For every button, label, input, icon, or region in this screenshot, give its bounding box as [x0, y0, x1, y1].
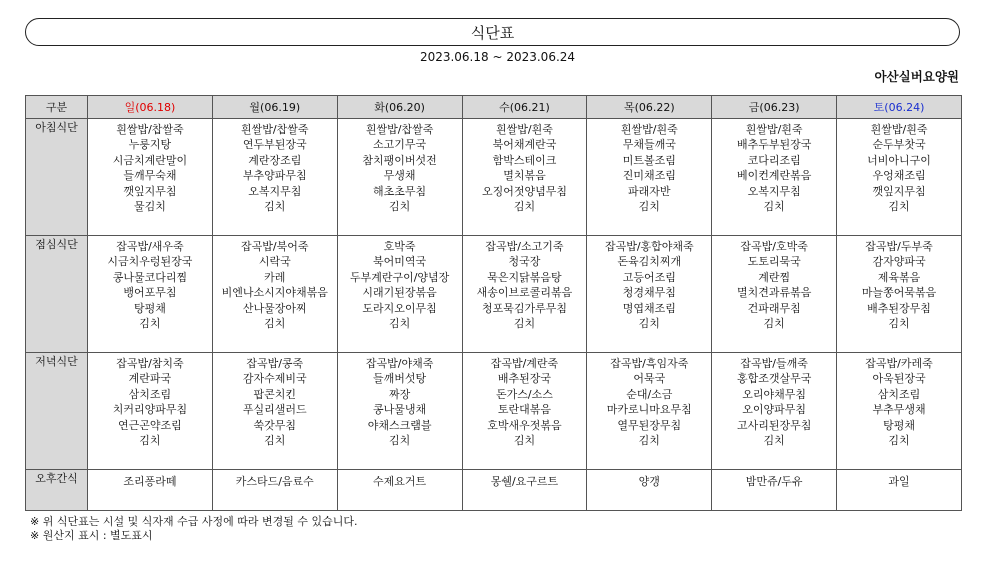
menu-item: 호박새우젓볶음 [487, 418, 562, 432]
menu-item: 잡곡밥/계란죽 [490, 357, 559, 370]
menu-item: 미트볼조림 [622, 153, 676, 167]
snack-cell [462, 470, 587, 511]
meal-label-dinner: 저녁식단 [26, 353, 88, 470]
menu-cell [837, 119, 962, 236]
menu-item: 카레 [264, 270, 286, 284]
day-header-thursday: 목(06.22) [587, 96, 712, 119]
menu-item: 김치 [763, 317, 785, 331]
day-header-saturday: 토(06.24) [837, 96, 962, 119]
day-header-friday: 금(06.23) [712, 96, 837, 119]
date-range: 2023.06.18 ~ 2023.06.24 [419, 50, 576, 64]
menu-item: 김치 [513, 317, 536, 331]
menu-item: 김치 [888, 434, 910, 448]
menu-item: 감자수제비국 [242, 372, 307, 386]
menu-item: 잡곡밥/참치죽 [116, 357, 184, 370]
menu-item: 고등어조림 [622, 270, 676, 284]
snack-label: 오후간식 [26, 470, 88, 511]
menu-item: 김치 [139, 434, 161, 448]
menu-item: 마카로니마요무침 [606, 403, 692, 417]
menu-item: 호박죽 [383, 240, 416, 253]
menu-item: 새송이브로콜리볶음 [476, 286, 573, 300]
snack-cell [587, 470, 712, 511]
menu-item: 참치팽이버섯전 [362, 153, 437, 167]
header-row [26, 96, 962, 119]
menu-item: 코다리조림 [747, 153, 801, 167]
snack-item: 조리퐁라떼 [123, 475, 177, 488]
menu-item: 명엽채조림 [622, 301, 676, 315]
menu-item: 무생채 [383, 169, 416, 183]
category-header: 구분 [26, 96, 88, 119]
meal-row-lunch [26, 236, 962, 353]
menu-item: 오리야채무침 [742, 387, 807, 401]
snack-cell [337, 470, 462, 511]
menu-cell [712, 236, 837, 353]
menu-item: 김치 [638, 200, 660, 214]
menu-cell [462, 236, 587, 353]
menu-item: 김치 [888, 317, 910, 331]
menu-item: 흰쌀밥/찹쌀죽 [241, 123, 309, 136]
menu-item: 뱅어포무침 [123, 286, 177, 300]
menu-item: 산나물장아찌 [242, 301, 307, 315]
menu-item: 흰쌀밥/찹쌀죽 [116, 123, 184, 136]
menu-item: 계란장조림 [248, 153, 302, 167]
menu-item: 시락국 [258, 255, 291, 269]
menu-item: 청포묵김가루무침 [481, 301, 567, 315]
menu-cell [587, 353, 712, 470]
menu-cell [212, 119, 337, 236]
menu-item: 배추두부된장국 [736, 138, 812, 152]
menu-cell [88, 119, 213, 236]
snack-item: 과일 [888, 475, 910, 488]
menu-item: 짜장 [388, 387, 411, 401]
menu-item: 계란파국 [128, 372, 172, 386]
note-change-notice: ※ 위 식단표는 시설 및 식자재 수급 사정에 따라 변경될 수 있습니다. [30, 515, 358, 528]
menu-item: 김치 [264, 434, 286, 448]
menu-item: 잡곡밥/콩죽 [246, 357, 304, 370]
menu-item: 김치 [513, 200, 536, 214]
menu-item: 잡곡밥/새우죽 [116, 240, 184, 253]
note-origin-label: ※ 원산지 표시 : 별도표시 [30, 529, 153, 542]
menu-cell [337, 236, 462, 353]
menu-item: 잡곡밥/야채죽 [365, 357, 434, 370]
snack-cell [212, 470, 337, 511]
menu-item: 깻잎지무침 [872, 184, 926, 198]
snack-cell [712, 470, 837, 511]
menu-item: 두부계란구이/양념장 [349, 270, 450, 284]
menu-item: 김치 [264, 317, 286, 331]
meal-label-lunch: 점심식단 [26, 236, 88, 353]
menu-item: 누룽지탕 [128, 138, 172, 152]
menu-item: 탕평채 [883, 418, 915, 432]
meal-row-breakfast [26, 119, 962, 236]
menu-item: 삼치조림 [128, 387, 172, 401]
menu-item: 푸실리샐러드 [242, 403, 307, 417]
menu-item: 잡곡밥/북어죽 [241, 240, 309, 253]
menu-item: 치커리양파무침 [112, 403, 188, 417]
menu-item: 시금치우렁된장국 [107, 255, 193, 269]
menu-item: 김치 [264, 200, 286, 214]
menu-item: 연두부된장국 [242, 138, 307, 152]
menu-item: 흰쌀밥/흰죽 [620, 123, 678, 136]
menu-item: 배추된장국 [497, 372, 552, 386]
menu-cell [712, 353, 837, 470]
menu-item: 김치 [139, 317, 161, 331]
menu-item: 오징어젓양념무침 [481, 184, 567, 198]
menu-item: 순두부찻국 [872, 138, 926, 152]
menu-item: 흰쌀밥/흰죽 [496, 123, 553, 136]
snack-item: 밤만쥬/두유 [745, 475, 803, 488]
menu-item: 김치 [638, 434, 660, 448]
day-header-wednesday: 수(06.21) [462, 96, 587, 119]
menu-item: 토란대볶음 [497, 403, 552, 417]
menu-item: 연근곤약조림 [118, 418, 182, 432]
menu-item: 홍합조갯살무국 [736, 372, 812, 386]
menu-item: 계란찜 [758, 270, 791, 284]
menu-item: 김치 [388, 317, 411, 331]
menu-item: 김치 [763, 200, 785, 214]
menu-cell [462, 353, 587, 470]
menu-cell [712, 119, 837, 236]
menu-item: 감자양파국 [872, 255, 926, 269]
menu-item: 탕평채 [133, 301, 166, 315]
menu-item: 묵은지닭볶음탕 [487, 270, 562, 284]
menu-item: 파래자반 [628, 184, 671, 198]
day-header-tuesday: 화(06.20) [337, 96, 462, 119]
menu-item: 북어미역국 [373, 255, 427, 269]
menu-item: 김치 [638, 317, 660, 331]
menu-item: 오복지무침 [248, 184, 302, 198]
menu-item: 들깨버섯탕 [373, 372, 427, 386]
snack-item: 수제요거트 [373, 475, 427, 488]
menu-item: 고사리된장무침 [736, 418, 812, 432]
menu-item: 쑥갓무침 [253, 418, 297, 432]
menu-item: 건파래무침 [747, 301, 801, 315]
snack-cell [88, 470, 213, 511]
menu-item: 잡곡밥/두부죽 [865, 240, 933, 253]
menu-item: 흰쌀밥/흰죽 [870, 123, 928, 136]
menu-cell [337, 353, 462, 470]
snack-row [26, 470, 962, 511]
menu-item: 진미채조림 [622, 169, 676, 183]
menu-item: 청국장 [508, 255, 541, 269]
menu-item: 잡곡밥/흑임자죽 [610, 357, 689, 370]
menu-cell [212, 236, 337, 353]
menu-item: 비엔나소시지야채볶음 [221, 286, 328, 300]
menu-item: 소고기무국 [373, 138, 427, 152]
menu-item: 흰쌀밥/흰죽 [745, 123, 803, 136]
menu-item: 배추된장무침 [867, 301, 931, 315]
menu-item: 마늘쫑어묵볶음 [861, 286, 937, 300]
menu-item: 깻잎지무침 [123, 184, 177, 198]
notes [30, 515, 357, 543]
menu-item: 함박스테이크 [492, 153, 557, 167]
day-header-sunday: 일(06.18) [88, 96, 213, 119]
menu-item: 김치 [513, 434, 536, 448]
menu-cell [88, 353, 213, 470]
menu-item: 돈육김치찌개 [617, 255, 682, 269]
menu-cell [837, 236, 962, 353]
menu-item: 김치 [763, 434, 785, 448]
menu-item: 어묵국 [633, 372, 666, 386]
menu-item: 제육볶음 [877, 270, 921, 284]
menu-cell [837, 353, 962, 470]
menu-item: 우엉채조림 [872, 169, 926, 183]
menu-item: 멸치견과류볶음 [736, 286, 812, 300]
menu-item: 순대/소금 [626, 387, 673, 401]
meal-row-dinner [26, 353, 962, 470]
menu-item: 잡곡밥/홍합야채죽 [604, 240, 694, 253]
menu-cell [88, 236, 213, 353]
menu-item: 물김치 [133, 200, 166, 214]
menu-item: 콩나물냉채 [373, 403, 427, 417]
day-header-monday: 월(06.19) [212, 96, 337, 119]
menu-item: 야채스크램블 [367, 418, 432, 432]
menu-item: 김치 [388, 200, 411, 214]
menu-item: 오복지무침 [747, 184, 801, 198]
page-title: 식단표 [470, 23, 515, 42]
menu-item: 콩나물코다리찜 [112, 270, 188, 284]
snack-item: 양갱 [638, 475, 660, 488]
snack-cell [837, 470, 962, 511]
menu-item: 시래기된장볶음 [362, 286, 437, 300]
menu-item: 도라지오이무침 [362, 301, 437, 315]
menu-item: 부추무생채 [872, 403, 926, 417]
menu-item: 멸치볶음 [503, 169, 546, 183]
menu-item: 들깨무숙채 [123, 169, 177, 183]
menu-item: 오이양파무침 [742, 403, 807, 417]
menu-item: 잡곡밥/소고기죽 [485, 240, 564, 253]
menu-title-banner [25, 18, 960, 46]
menu-item: 잡곡밥/호박죽 [740, 240, 808, 253]
menu-item: 아욱된장국 [872, 372, 926, 386]
menu-item: 잡곡밥/들깨죽 [740, 357, 808, 370]
menu-item: 팝콘치킨 [253, 387, 297, 401]
menu-item: 시금치계란말이 [112, 153, 188, 167]
menu-item: 흰쌀밥/찹쌀죽 [365, 123, 434, 136]
menu-item: 김치 [888, 200, 910, 214]
weekly-menu-table [25, 95, 962, 511]
snack-item: 카스타드/음료수 [235, 475, 314, 488]
menu-item: 해초초무침 [373, 184, 427, 198]
meal-label-breakfast: 아침식단 [26, 119, 88, 236]
menu-cell [587, 236, 712, 353]
menu-item: 청경채무침 [622, 286, 676, 300]
menu-item: 삼치조림 [877, 387, 921, 401]
menu-cell [212, 353, 337, 470]
menu-item: 돈가스/소스 [496, 387, 553, 401]
menu-item: 열무된장무침 [617, 418, 682, 432]
menu-item: 도토리묵국 [747, 255, 801, 269]
menu-cell [462, 119, 587, 236]
snack-item: 몽쉘/요구르트 [490, 475, 559, 488]
menu-item: 김치 [388, 434, 411, 448]
menu-cell [587, 119, 712, 236]
menu-item: 너비아니구이 [867, 153, 931, 167]
facility-name: 아산실버요양원 [874, 69, 959, 84]
menu-item: 부추양파무침 [242, 169, 307, 183]
menu-item: 잡곡밥/카레죽 [865, 357, 933, 370]
menu-cell [337, 119, 462, 236]
menu-item: 무채들깨국 [622, 138, 676, 152]
menu-item: 베이컨계란볶음 [736, 169, 812, 183]
menu-item: 북어채계란국 [492, 138, 557, 152]
